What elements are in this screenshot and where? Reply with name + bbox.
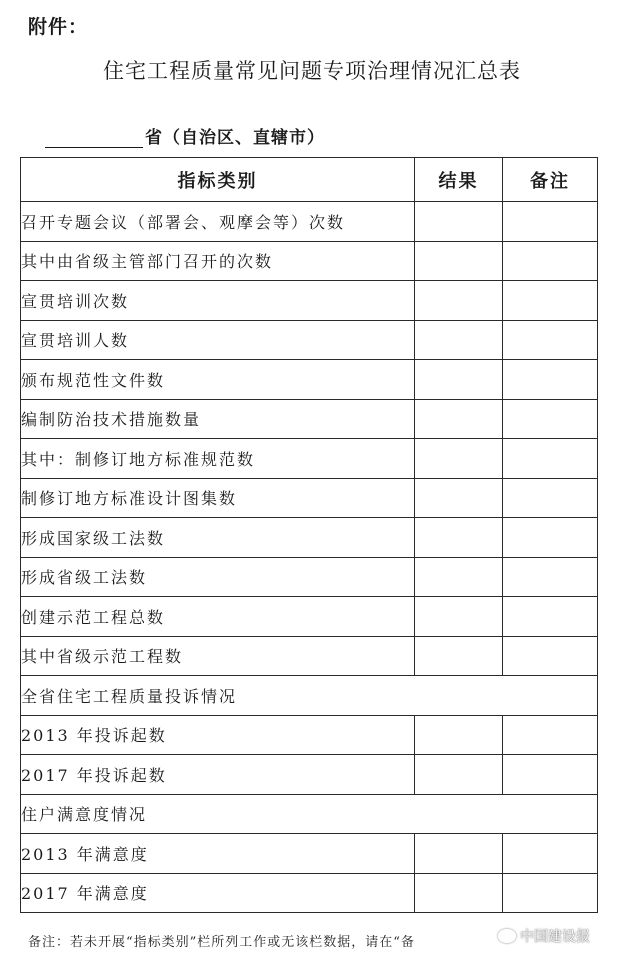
indicator-cell: 创建示范工程总数 — [21, 597, 415, 637]
indicator-cell: 编制防治技术措施数量 — [21, 399, 415, 439]
indicator-cell: 其中由省级主管部门召开的次数 — [21, 241, 415, 281]
result-cell[interactable] — [415, 478, 503, 518]
result-cell[interactable] — [415, 320, 503, 360]
remark-cell[interactable] — [503, 399, 598, 439]
remark-cell[interactable] — [503, 636, 598, 676]
table-row — [21, 873, 598, 913]
table-row — [21, 834, 598, 874]
indicator-cell: 其中省级示范工程数 — [21, 636, 415, 676]
result-cell[interactable] — [415, 557, 503, 597]
result-cell[interactable] — [415, 439, 503, 479]
result-cell[interactable] — [415, 241, 503, 281]
remark-cell[interactable] — [503, 360, 598, 400]
watermark — [498, 926, 590, 946]
table-row — [21, 518, 598, 558]
province-suffix: 省（自治区、直辖市） — [145, 128, 325, 148]
table-row — [21, 202, 598, 242]
indicator-cell: 住户满意度情况 — [21, 794, 598, 834]
remark-cell[interactable] — [503, 320, 598, 360]
remark-cell[interactable] — [503, 557, 598, 597]
table-row — [21, 399, 598, 439]
column-header-remark: 备注 — [503, 158, 598, 202]
table-row — [21, 755, 598, 795]
indicator-cell: 2013 年满意度 — [21, 834, 415, 874]
table-row — [21, 794, 598, 834]
result-cell[interactable] — [415, 597, 503, 637]
result-cell[interactable] — [415, 399, 503, 439]
watermark-text: 中国建设报 — [520, 929, 590, 945]
result-cell[interactable] — [415, 873, 503, 913]
table-body — [21, 202, 598, 913]
remark-cell[interactable] — [503, 518, 598, 558]
remark-cell[interactable] — [503, 755, 598, 795]
table-row — [21, 557, 598, 597]
remark-cell[interactable] — [503, 439, 598, 479]
table-row — [21, 715, 598, 755]
table-row — [21, 281, 598, 321]
indicator-cell: 颁布规范性文件数 — [21, 360, 415, 400]
result-cell[interactable] — [415, 281, 503, 321]
document-title: 住宅工程质量常见问题专项治理情况汇总表 — [103, 59, 521, 83]
footnote: 备注：若未开展“指标类别”栏所列工作或无该栏数据，请在“备 — [28, 935, 415, 950]
remark-cell[interactable] — [503, 202, 598, 242]
table-row — [21, 636, 598, 676]
remark-cell[interactable] — [503, 597, 598, 637]
table-row — [21, 360, 598, 400]
table-row — [21, 439, 598, 479]
summary-table — [20, 157, 598, 913]
indicator-cell: 其中：制修订地方标准规范数 — [21, 439, 415, 479]
column-header-indicator: 指标类别 — [21, 158, 415, 202]
table-row — [21, 597, 598, 637]
indicator-cell: 全省住宅工程质量投诉情况 — [21, 676, 598, 716]
table-row — [21, 241, 598, 281]
result-cell[interactable] — [415, 360, 503, 400]
result-cell[interactable] — [415, 202, 503, 242]
result-cell[interactable] — [415, 755, 503, 795]
remark-cell[interactable] — [503, 834, 598, 874]
column-header-result: 结果 — [415, 158, 503, 202]
result-cell[interactable] — [415, 518, 503, 558]
table-row — [21, 676, 598, 716]
remark-cell[interactable] — [503, 241, 598, 281]
table-row — [21, 478, 598, 518]
wechat-icon — [498, 929, 516, 943]
indicator-cell: 形成国家级工法数 — [21, 518, 415, 558]
result-cell[interactable] — [415, 834, 503, 874]
indicator-cell: 宣贯培训人数 — [21, 320, 415, 360]
table-header-row — [21, 158, 598, 202]
province-blank-field — [45, 127, 143, 148]
indicator-cell: 召开专题会议（部署会、观摩会等）次数 — [21, 202, 415, 242]
remark-cell[interactable] — [503, 873, 598, 913]
remark-cell[interactable] — [503, 281, 598, 321]
result-cell[interactable] — [415, 636, 503, 676]
indicator-cell: 制修订地方标准设计图集数 — [21, 478, 415, 518]
indicator-cell: 2013 年投诉起数 — [21, 715, 415, 755]
indicator-cell: 形成省级工法数 — [21, 557, 415, 597]
result-cell[interactable] — [415, 715, 503, 755]
province-line — [45, 123, 325, 148]
table-row — [21, 320, 598, 360]
indicator-cell: 2017 年投诉起数 — [21, 755, 415, 795]
indicator-cell: 宣贯培训次数 — [21, 281, 415, 321]
indicator-cell: 2017 年满意度 — [21, 873, 415, 913]
remark-cell[interactable] — [503, 478, 598, 518]
attachment-label: 附件： — [28, 16, 89, 38]
remark-cell[interactable] — [503, 715, 598, 755]
